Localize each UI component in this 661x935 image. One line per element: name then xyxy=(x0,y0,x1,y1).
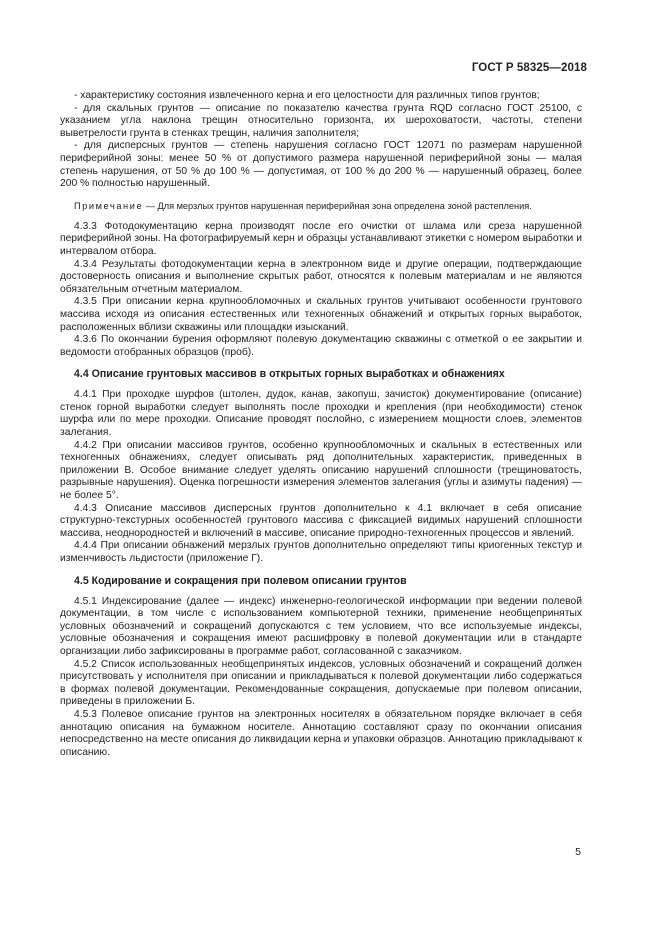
paragraph: 4.5.1 Индексирование (далее — индекс) инженерно-геологической информации при ведении полевой документации, в том числе с использованием компьютерной техники, применение необщепринятых условных обозначений и сокращений допускаются с тем условием, что все используемые индексы, условные обозначения и сокращения имеют расшифровку в полевой документации или в стандарте организации либо зафиксированы в программе работ, согласованной с заказчиком. xyxy=(60,595,582,657)
paragraph: 4.4.2 При описании массивов грунтов, особенно крупнообломочных и скальных в естественных или техногенных обнажениях, следует описывать ряд дополнительных характеристик, приведенных в приложении В. Особое внимание следует уделять описанию нарушений сплошности (трещиноватость, разрывные нарушения). Оценка погрешности измерения элементов залегания (углы и азимуты падения) — не более 5°. xyxy=(60,439,582,502)
paragraph: 4.5.2 Список использованных необщепринятых индексов, условных обозначений и сокращений должен присутствовать у исполнителя при описании и прикладываться к полевой документации либо содержаться в формах полевой документации. Рекомендованные сокращения, допускаемые при полевом описании, приведены в приложении Б. xyxy=(60,658,582,708)
bullet-item: - для скальных грунтов — описание по показателю качества грунта RQD согласно ГОСТ 25100, с указанием угла наклона трещин относительно горизонта, их шероховатости, частоты, степени выветрелости грунта в стенках трещин, наличия заполнителя; xyxy=(60,102,582,139)
note xyxy=(60,200,582,212)
paragraph: 4.4.1 При проходке шурфов (штолен, дудок, канав, закопуш, зачисток) документирование (описание) стенок горной выработки следует выполнять после проходки и крепления (при необходимости) стенок шурфа или по мере проходки. Описание проводят послойно, с измерением мощности слоев, элементов залегания. xyxy=(60,389,582,439)
paragraph: 4.4.3 Описание массивов дисперсных грунтов дополнительно к 4.1 включает в себя описание структурно-текстурных особенностей грунтового массива с фиксацией видимых нарушений сплошности массива, неоднородностей и включений в массиве, описание природно-техногенных процессов и явлений. xyxy=(60,502,582,539)
bullet-item: - для дисперсных грунтов — степень нарушения согласно ГОСТ 12071 по размерам нарушенной периферийной зоны: менее 50 % от допустимого размера нарушенной периферийной зоны — малая степень нарушения, от 50 % до 100 % — допустимая, от 100 % до 200 % — нарушенный образец, более 200 % полностью нарушенный. xyxy=(60,140,582,190)
bullet-item: - характеристику состояния извлеченного керна и его целостности для различных типов грунтов; xyxy=(74,90,540,101)
section-heading-4-5: 4.5 Кодирование и сокращения при полевом описании грунтов xyxy=(74,574,407,587)
paragraph: 4.5.3 Полевое описание грунтов на электронных носителях в обязательном порядке включает в себя аннотацию описания на бумажном носителе. Аннотацию составляют сразу по окончании описания непосредственно на месте описания до ликвидации керна и упаковки образцов. Аннотацию прикладывают к описанию. xyxy=(60,708,582,758)
page-number: 5 xyxy=(575,846,581,858)
paragraph: 4.3.4 Результаты фотодокументации керна в электронном виде и другие операции, подтверждающие достоверность описания и выполнение скрытых работ, относятся к полевым материалам и не являются обязательным отчетным материалом. xyxy=(60,258,582,295)
paragraph: 4.3.5 При описании керна крупнообломочных и скальных грунтов учитывают особенности грунтового массива исходя из описания естественных или техногенных обнажений и открытых горных выработок, расположенных вблизи скважины или площадки изысканий. xyxy=(60,296,582,333)
note-text: — Для мерзлых грунтов нарушенная периферийная зона определена зоной растепления. xyxy=(143,200,532,211)
page-body xyxy=(60,90,582,759)
note-label: Примечание xyxy=(74,200,144,211)
document-header: ГОСТ Р 58325—2018 xyxy=(471,62,587,74)
paragraph: 4.4.4 При описании обнажений мерзлых грунтов дополнительно определяют типы криогенных текстур и изменчивость льдистости (приложение Г). xyxy=(60,540,582,564)
paragraph: 4.3.3 Фотодокументацию керна производят после его очистки от шлама или среза нарушенной периферийной зоны. На фотографируемый керн и образцы устанавливают этикетки с номером выработки и интервалом отбора. xyxy=(60,220,582,257)
section-heading-4-4: 4.4 Описание грунтовых массивов в открытых горных выработках и обнажениях xyxy=(74,368,505,381)
paragraph: 4.3.6 По окончании бурения оформляют полевую документацию скважины с отметкой о ее закрытии и ведомости отобранных образцов (проб). xyxy=(60,334,582,358)
